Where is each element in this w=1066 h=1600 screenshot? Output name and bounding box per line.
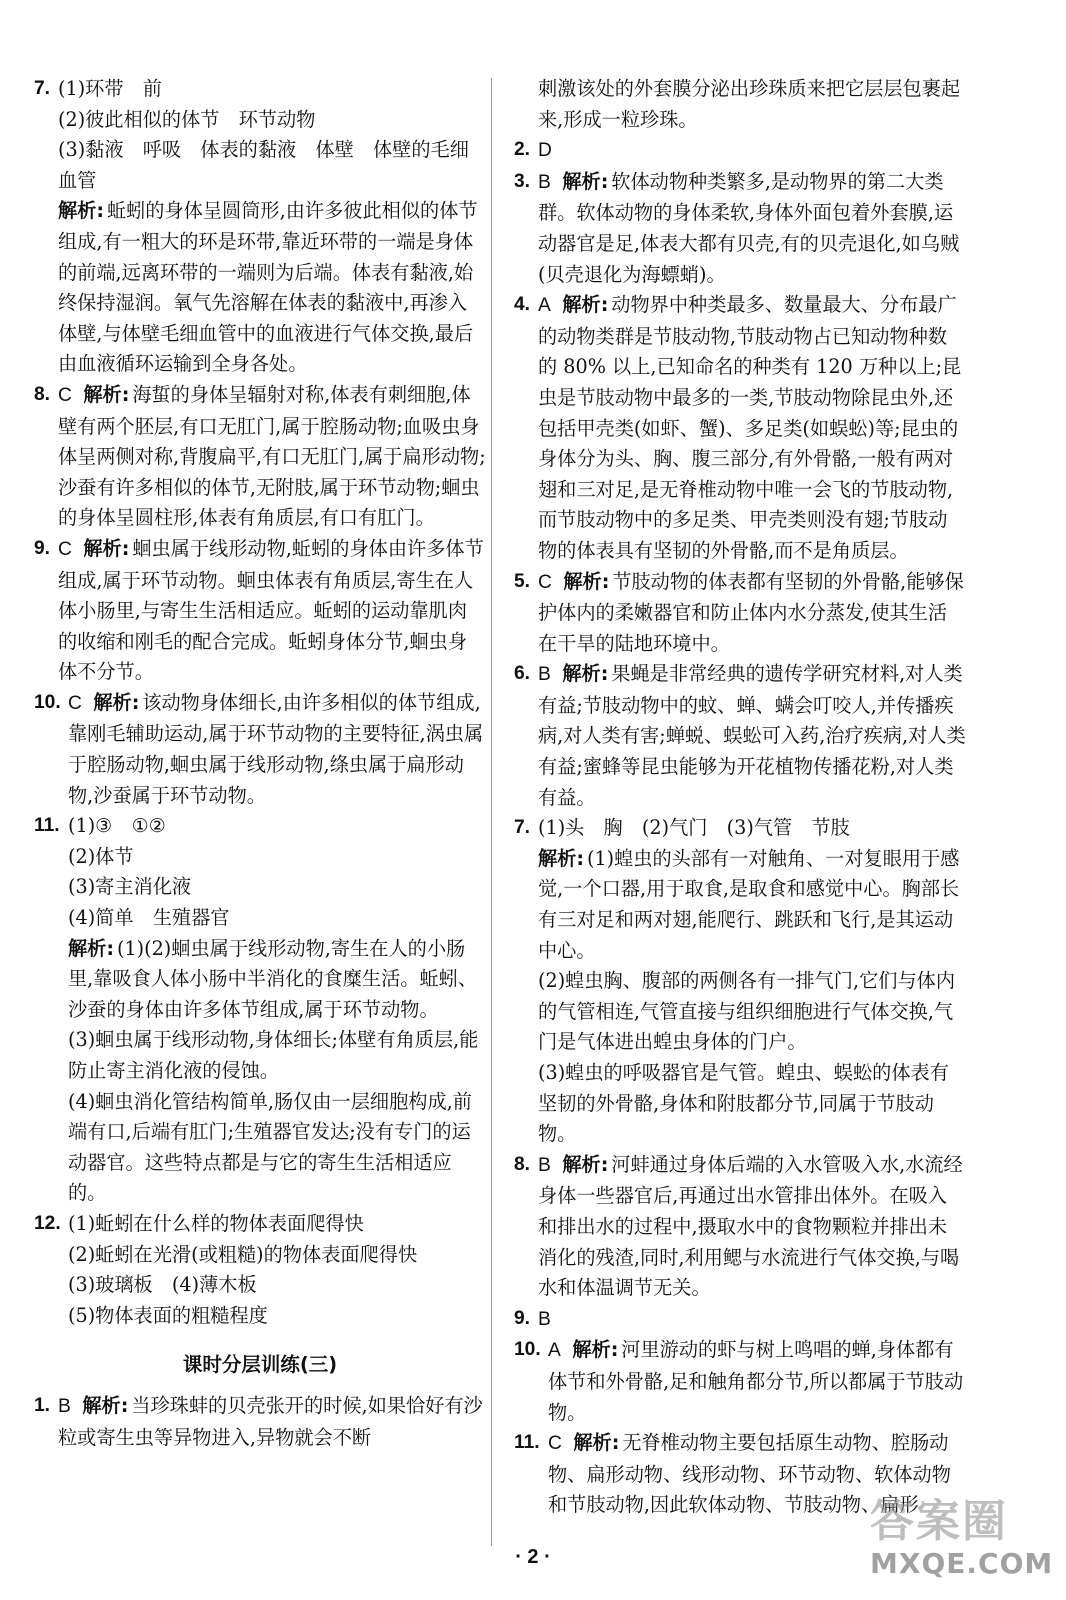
- answer-item-9: [34, 534, 486, 688]
- item-number: 11.: [34, 815, 60, 837]
- explanation-text: 当珍珠蚌的贝壳张开的时候,如果恰好有沙粒或寄生虫等异物进入,异物就会不断: [58, 1394, 483, 1449]
- sub-answer: (3)寄主消化液: [68, 875, 192, 899]
- item-number: 9.: [514, 1307, 531, 1329]
- answer-item-8: [514, 1150, 966, 1304]
- left-column: [34, 74, 486, 1454]
- answer-choice: B: [538, 664, 551, 686]
- watermark-text: 答案圈: [870, 1496, 1008, 1547]
- explanation-label: 解析:: [93, 690, 140, 714]
- explanation-label: 解析:: [562, 662, 609, 686]
- sub-answer: (1)环带 前: [58, 77, 162, 100]
- sub-answer: (2)蚯蚓在光滑(或粗糙)的物体表面爬得快: [68, 1242, 418, 1266]
- answer-choice: A: [548, 1340, 561, 1362]
- explanation-text: 动物界中种类最多、数量最大、分布最广的动物类群是节肢动物,节肢动物占已知动物种数的 80% 以上,已知命名的种类有 120 万种以上;昆虫是节肢动物中最多的一类,节肢动物除昆虫外,还包括甲壳类(如虾、蟹)、多足类(如蜈蚣)等;昆虫的身体分为头、胸、腹三部分,有外骨骼,一般有两对翅和三对足,是无脊椎动物中唯一会飞的节肢动物,而节肢动物中的多足类、甲壳类则没有翅;节肢动物的体表具有坚韧的外骨骼,而不是角质层。: [538, 293, 962, 562]
- column-divider: [491, 78, 492, 1546]
- item-number: 10.: [34, 691, 61, 713]
- explanation-text: (3)蛔虫属于线形动物,身体细长;体壁有角质层,能防止寄主消化液的侵蚀。: [68, 1028, 479, 1082]
- item-number: 4.: [514, 294, 531, 316]
- sub-answer: (4)简单 生殖器官: [68, 906, 230, 930]
- item-number: 7.: [514, 817, 531, 839]
- answer-item-6: [514, 659, 966, 813]
- explanation-label: 解析:: [538, 846, 585, 870]
- item-number: 7.: [34, 78, 51, 99]
- sub-answer: (5)物体表面的粗糙程度: [68, 1303, 268, 1327]
- sub-answer: (1)头 胸 (2)气门 (3)气管 节肢: [538, 816, 850, 840]
- answer-item-5: [514, 567, 966, 660]
- explanation-text: 果蝇是非常经典的遗传学研究材料,对人类有益;节肢动物中的蚊、蝉、螨会叮咬人,并传播疾病,对人类有害;蝉蜕、蜈蚣可入药,治疗疾病,对人类有益;蜜蜂等昆虫能够为开花植物传播花粉,对人类有益。: [538, 662, 966, 809]
- explanation-label: 解析:: [83, 382, 130, 406]
- sub-answer: (1)③ ①②: [68, 814, 166, 838]
- explanation-label: 解析:: [58, 199, 105, 223]
- answer-item-1: [34, 1391, 486, 1453]
- answer-choice: C: [538, 571, 552, 593]
- explanation-text: (2)蝗虫胸、腹部的两侧各有一排气门,它们与体内的气管相连,气管直接与组织细胞进行气体交换,气门是气体进出蝗虫身体的门户。: [538, 969, 956, 1054]
- item-number: 8.: [514, 1153, 531, 1175]
- answer-item-12: [34, 1209, 486, 1331]
- answer-choice: B: [538, 1154, 551, 1176]
- explanation-text: 海蜇的身体呈辐射对称,体表有刺细胞,体壁有两个胚层,有口无肛门,属于腔肠动物;血吸虫身体呈两侧对称,背腹扁平,有口无肛门,属于扁形动物;沙蚕有许多相似的体节,无附肢,属于环节动物;蛔虫的身体呈圆柱形,体表有角质层,有口有肛门。: [58, 382, 486, 530]
- explanation-label: 解析:: [562, 1152, 609, 1176]
- answer-choice: C: [548, 1433, 562, 1455]
- answer-choice: B: [538, 1308, 551, 1330]
- item-number: 5.: [514, 570, 531, 592]
- answer-item-1-continued: [514, 74, 966, 135]
- explanation-text: 该动物身体细长,由许多相似的体节组成,靠刚毛辅助运动,属于环节动物的主要特征,涡虫属于腔肠动物,蛔虫属于线形动物,绦虫属于扁形动物,沙蚕属于环节动物。: [68, 690, 484, 807]
- explanation-text: 河蚌通过身体后端的入水管吸入水,水流经身体一些器官后,再通过出水管排出体外。在吸入和排出水的过程中,摄取水中的食物颗粒并排出未消化的残渣,同时,利用鳃与水流进行气体交换,与喝水和体温调节无关。: [538, 1152, 963, 1300]
- explanation-label: 解析:: [562, 293, 609, 317]
- answer-choice: B: [538, 171, 551, 193]
- answer-item-11: [34, 811, 486, 1209]
- item-number: 12.: [34, 1212, 61, 1234]
- item-number: 10.: [514, 1339, 541, 1361]
- explanation-text: (1)(2)蛔虫属于线形动物,寄生在人的小肠里,靠吸食人体小肠中半消化的食糜生活。蚯蚓、沙蚕的身体由许多体节组成,属于环节动物。: [68, 936, 478, 1021]
- answer-item-2: [514, 135, 966, 167]
- explanation-text: 蚯蚓的身体呈圆筒形,由许多彼此相似的体节组成,有一粗大的环是环带,靠近环带的一端是身体的前端,远离环带的一端则为后端。体表有黏液,始终保持湿润。氧气先溶解在体表的黏液中,再渗入体壁,与体壁毛细血管中的血液进行气体交换,最后由血液循环运输到全身各处。: [58, 199, 478, 376]
- answer-choice: C: [58, 384, 72, 406]
- sub-answer: (2)彼此相似的体节 环节动物: [58, 107, 316, 131]
- answer-item-9: [514, 1304, 966, 1336]
- explanation-text: 软体动物种类繁多,是动物界的第二大类群。软体动物的身体柔软,身体外面包着外套膜,运动器官是足,体表大都有贝壳,有的贝壳退化,如乌贼(贝壳退化为海螵蛸)。: [538, 169, 960, 286]
- sub-answer: (2)体节: [68, 844, 134, 868]
- item-number: 11.: [514, 1432, 540, 1454]
- item-number: 8.: [34, 383, 51, 405]
- answer-choice: A: [538, 295, 551, 317]
- sub-answer: (3)黏液 呼吸 体表的黏液 体壁 体壁的毛细血管: [58, 138, 469, 192]
- item-number: 9.: [34, 537, 51, 559]
- answer-item-3: [514, 167, 966, 290]
- explanation-text: 节肢动物的体表都有坚韧的外骨骼,能够保护体内的柔嫩器官和防止体内水分蒸发,使其生活在干旱的陆地环境中。: [538, 569, 964, 655]
- watermark-url: MXQE.COM: [870, 1547, 1054, 1580]
- item-number: 3.: [514, 170, 531, 192]
- explanation-label: 解析:: [68, 936, 115, 960]
- explanation-text: (4)蛔虫消化管结构简单,肠仅由一层细胞构成,前端有口,后端有肛门;生殖器官发达;没有专门的运动器官。这些特点都是与它的寄生生活相适应的。: [68, 1089, 472, 1205]
- item-number: 6.: [514, 663, 531, 685]
- explanation-text: 刺激该处的外套膜分泌出珍珠质来把它层层包裹起来,形成一粒珍珠。: [538, 77, 961, 131]
- answer-choice: C: [68, 692, 82, 714]
- answer-choice: B: [58, 1396, 71, 1418]
- explanation-text: 河里游动的虾与树上鸣唱的蝉,身体都有体节和外骨骼,足和触角都分节,所以都属于节肢动物。: [548, 1338, 964, 1424]
- explanation-label: 解析:: [82, 1394, 129, 1418]
- explanation-label: 解析:: [573, 1431, 620, 1455]
- page-number: · 2 ·: [515, 1546, 551, 1568]
- sub-answer: (1)蚯蚓在什么样的物体表面爬得快: [68, 1211, 364, 1235]
- answer-item-10: [34, 688, 486, 811]
- explanation-label: 解析:: [572, 1338, 619, 1362]
- explanation-label: 解析:: [562, 169, 609, 193]
- explanation-text: 蛔虫属于线形动物,蚯蚓的身体由许多体节组成,属于环节动物。蛔虫体表有角质层,寄生在人体小肠里,与寄生生活相适应。蚯蚓的运动靠肌肉的收缩和刚毛的配合完成。蚯蚓身体分节,蛔虫身体不分节。: [58, 536, 484, 684]
- answer-item-4: [514, 290, 966, 566]
- explanation-text: 无脊椎动物主要包括原生动物、腔肠动物、扁形动物、线形动物、环节动物、软体动物和节肢动物,因此软体动物、节肢动物、扁形: [548, 1431, 951, 1517]
- answer-item-7: [514, 813, 966, 1150]
- answer-choice: D: [538, 140, 552, 162]
- item-number: 1.: [34, 1395, 51, 1417]
- item-number: 2.: [514, 139, 531, 161]
- answer-choice: C: [58, 538, 72, 560]
- answer-item-10: [514, 1335, 966, 1428]
- explanation-text: (3)蝗虫的呼吸器官是气管。蝗虫、蜈蚣的体表有坚韧的外骨骼,身体和附肢都分节,同属于节肢动物。: [538, 1061, 949, 1146]
- explanation-label: 解析:: [563, 569, 610, 593]
- watermark-logo: [870, 1496, 1060, 1596]
- section-title: 课时分层训练(三): [182, 1353, 338, 1377]
- answer-item-8: [34, 380, 486, 534]
- explanation-text: (1)蝗虫的头部有一对触角、一对复眼用于感觉,一个口器,用于取食,是取食和感觉中心。胸部长有三对足和两对翅,能爬行、跳跃和飞行,是其运动中心。: [538, 846, 960, 962]
- explanation-label: 解析:: [83, 536, 130, 560]
- sub-answer: (3)玻璃板 (4)薄木板: [68, 1273, 257, 1297]
- answer-item-7: [34, 74, 486, 380]
- right-column: [514, 74, 966, 1521]
